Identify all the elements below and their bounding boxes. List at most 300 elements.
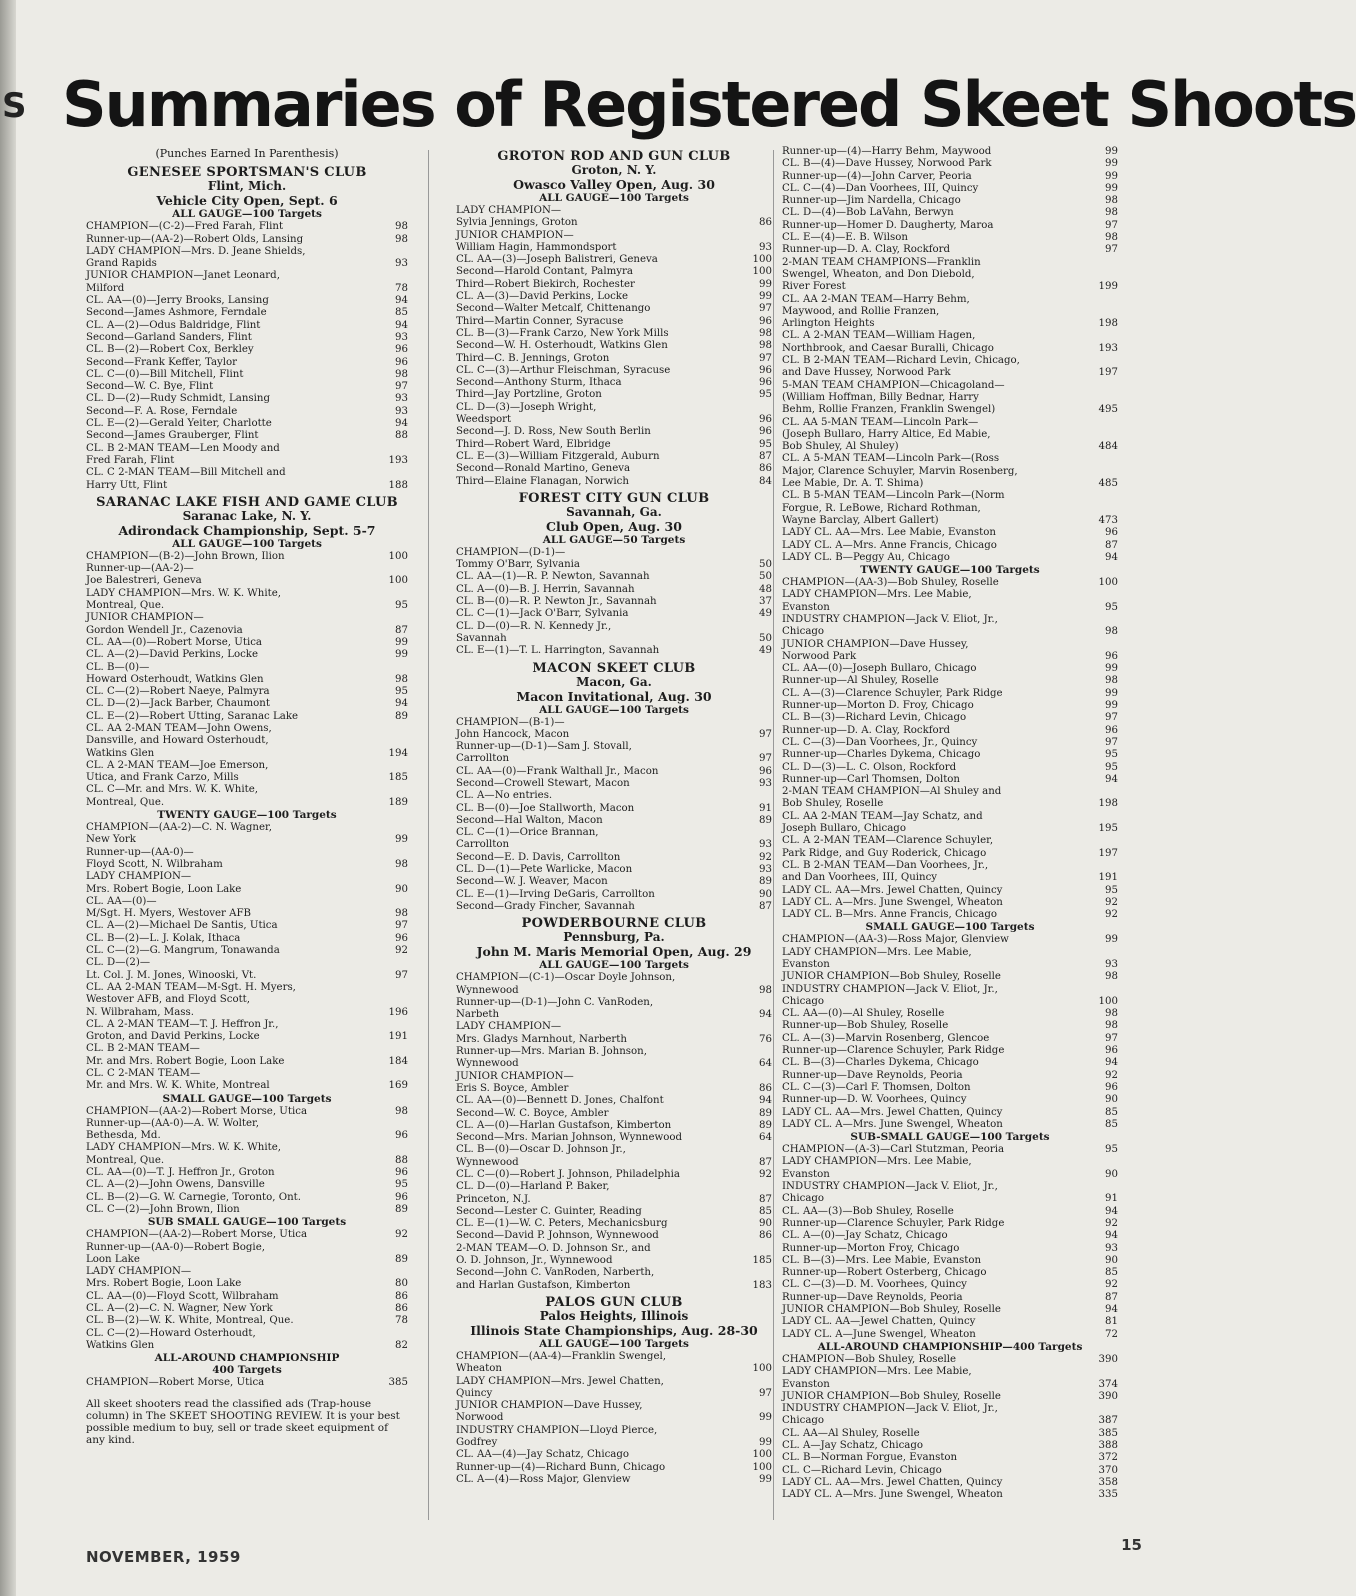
result-entry: Second—John C. VanRoden, Narberth, and Harlan Gustafson, Kimberton <box>456 1267 655 1291</box>
result-entry: LADY CHAMPION—Mrs. Lee Mabie, Evanston <box>782 1366 972 1390</box>
result-row <box>456 439 772 451</box>
result-score: 99 <box>759 1437 772 1449</box>
result-score: 89 <box>395 710 408 722</box>
result-score: 97 <box>759 352 772 364</box>
result-score: 99 <box>1105 158 1118 170</box>
result-row <box>456 303 772 315</box>
result-entry: LADY CHAMPION—Mrs. D. Jeane Shields, Grand Rapids <box>86 245 306 270</box>
result-score: 99 <box>759 1473 772 1485</box>
result-entry: CHAMPION—(C-2)—Fred Farah, Flint <box>86 221 284 233</box>
result-row <box>456 997 772 1022</box>
result-entry: Runner-up—Charles Dykema, Chicago <box>782 749 981 761</box>
gauge-class-heading: ALL GAUGE—100 Targets <box>539 192 689 204</box>
result-entry: Second—Mrs. Marian Johnson, Wynnewood <box>456 1132 683 1144</box>
result-entry: CL. E—(1)—Irving DeGaris, Carrollton <box>456 888 655 900</box>
result-score: 198 <box>1098 798 1118 810</box>
result-row <box>86 369 408 381</box>
column-3 <box>782 146 1118 1524</box>
result-entry: Runner-up—Dave Reynolds, Peoria <box>782 1291 963 1303</box>
result-row <box>782 737 1118 749</box>
result-entry: CL. B—(3)—Charles Dykema, Chicago <box>782 1057 979 1069</box>
result-row <box>456 1169 772 1181</box>
result-entry: CL. A—(3)—David Perkins, Locke <box>456 291 629 303</box>
result-entry: CL. A—(2)—Michael De Santis, Utica <box>86 920 278 932</box>
result-entry: Second—James Ashmore, Ferndale <box>86 307 267 319</box>
result-score: 100 <box>1098 995 1118 1007</box>
result-row <box>782 1391 1118 1403</box>
result-row <box>86 295 408 307</box>
result-row <box>782 1094 1118 1106</box>
result-score: 98 <box>1105 626 1118 638</box>
result-row <box>782 1218 1118 1230</box>
result-row <box>782 1230 1118 1242</box>
result-score: 93 <box>759 864 772 876</box>
result-score: 89 <box>759 876 772 888</box>
result-entry: CHAMPION—(AA-3)—Bob Shuley, Roselle <box>782 577 999 589</box>
result-row <box>86 588 408 613</box>
result-entry: CL. B 2-MAN TEAM—Dan Voorhees, Jr., and Dan Voorhees, III, Quincy <box>782 859 989 884</box>
result-row <box>782 688 1118 700</box>
result-entry: 2-MAN TEAM CHAMPION—Al Shuley and Bob Shuley, Roselle <box>782 786 1002 810</box>
result-entry: CL. B—(2)—W. K. White, Montreal, Que. <box>86 1315 294 1327</box>
result-entry: LADY CHAMPION—Mrs. W. K. White, Montreal, Que. <box>86 587 281 612</box>
result-row <box>782 1008 1118 1020</box>
result-entry: Runner-up—(4)—John Carver, Peoria <box>782 170 972 182</box>
result-row <box>782 380 1118 417</box>
result-entry: CL. B—(0)—R. P. Newton Jr., Savannah <box>456 596 657 608</box>
result-score: 97 <box>1105 736 1118 748</box>
result-score: 183 <box>752 1279 772 1291</box>
result-row <box>86 784 408 809</box>
result-score: 92 <box>759 1169 772 1180</box>
result-row <box>782 1107 1118 1119</box>
result-entry: INDUSTRY CHAMPION—Jack V. Eliot, Jr., Chicago <box>782 1181 998 1205</box>
result-entry: CL. B—(2)—L. J. Kolak, Ithaca <box>86 932 241 944</box>
result-entry: CL. AA—(0)—Joseph Bullaro, Chicago <box>782 663 977 675</box>
result-entry: Third—Elaine Flanagan, Norwich <box>456 475 629 487</box>
result-entry: CL. B—(4)—Dave Hussey, Norwood Park <box>782 158 992 170</box>
result-entry: LADY CHAMPION— Mrs. Robert Bogie, Loon Lake <box>86 1266 242 1290</box>
result-entry: CL. B—(3)—Richard Levin, Chicago <box>782 712 967 724</box>
result-score: 88 <box>395 430 408 442</box>
event-title: Adirondack Championship, Sept. 5-7 <box>118 522 376 538</box>
result-row <box>456 1108 772 1120</box>
result-entry: CL. C—(3)—Dan Voorhees, Jr., Quincy <box>782 736 978 748</box>
result-row <box>456 1474 772 1486</box>
club-heading: PALOS GUN CLUB <box>545 1294 683 1310</box>
result-score: 485 <box>1098 478 1118 490</box>
result-row <box>782 1119 1118 1131</box>
result-score: 90 <box>1105 1254 1118 1266</box>
result-entry: Second—W. C. Boyce, Ambler <box>456 1107 609 1119</box>
result-score: 93 <box>395 393 408 405</box>
result-score: 372 <box>1098 1452 1118 1464</box>
result-score: 495 <box>1098 404 1118 416</box>
result-entry: CL. C 2-MAN TEAM—Bill Mitchell and Harry Utt, Flint <box>86 467 286 491</box>
result-entry: CHAMPION—(AA-2)—C. N. Wagner, New York <box>86 822 272 846</box>
result-score: 87 <box>1105 539 1118 551</box>
result-row <box>782 577 1118 589</box>
result-score: 98 <box>1105 1020 1118 1032</box>
result-row <box>456 645 772 657</box>
result-row <box>782 774 1118 786</box>
result-score: 100 <box>388 550 408 562</box>
result-score: 99 <box>1105 934 1118 946</box>
result-score: 90 <box>759 1218 772 1230</box>
result-score: 191 <box>388 1031 408 1043</box>
result-score: 50 <box>759 632 772 644</box>
result-entry: CL. A—(2)—David Perkins, Locke <box>86 649 259 661</box>
result-score: 98 <box>395 233 408 245</box>
result-entry: CL. B—(0)—Oscar D. Johnson Jr., Wynnewood <box>456 1144 626 1168</box>
result-score: 94 <box>1105 1057 1118 1069</box>
result-entry: CL. AA—(0)—Bennett D. Jones, Chalfont <box>456 1095 664 1107</box>
result-entry: CL. C—(3)—D. M. Voorhees, Quincy <box>782 1279 967 1291</box>
result-entry: CL. C—Mr. and Mrs. W. K. White, Montreal, Que. <box>86 784 258 808</box>
result-entry: Second—Harold Contant, Palmyra <box>456 266 633 278</box>
result-score: 93 <box>1105 959 1118 970</box>
result-row <box>456 291 772 303</box>
result-score: 95 <box>759 389 772 401</box>
result-row <box>782 934 1118 946</box>
result-entry: CL. C—(3)—Arthur Fleischman, Syracuse <box>456 364 671 376</box>
result-entry: LADY CHAMPION—Mrs. W. K. White, Montreal, Que. <box>86 1142 281 1166</box>
result-score: 93 <box>395 258 408 270</box>
result-row <box>86 698 408 710</box>
result-entry: CL. E—(1)—T. L. Harrington, Savannah <box>456 645 660 657</box>
result-entry: CL. AA 2-MAN TEAM—Jay Schatz, and Joseph Bullaro, Chicago <box>782 810 983 835</box>
result-entry: CL. C—(2)—Howard Osterhoudt, Watkins Glen <box>86 1327 256 1351</box>
column-1 <box>86 146 408 1524</box>
result-entry: Second—Grady Fincher, Savannah <box>456 900 635 912</box>
result-score: 388 <box>1098 1439 1118 1451</box>
result-entry: CL. D—(2)—Rudy Schmidt, Lansing <box>86 393 270 405</box>
result-entry: Second—Hal Walton, Macon <box>456 814 603 826</box>
result-row <box>456 1462 772 1474</box>
club-heading: GENESEE SPORTSMAN'S CLUB <box>127 165 367 181</box>
result-score: 89 <box>395 1253 408 1265</box>
result-entry: CL. C—(2)—John Brown, Ilion <box>86 1203 240 1215</box>
result-row <box>456 365 772 377</box>
result-score: 195 <box>1098 823 1118 835</box>
classified-ads-note: All skeet shooters read the classified ads (Trap-house column) in The SKEET SHOOTING REVIEW. It is your best possible medium to buy, sell or trade skeet equipment of any kind. <box>86 1397 400 1446</box>
result-row <box>86 1192 408 1204</box>
result-score: 390 <box>1098 1390 1118 1402</box>
result-entry: Third—Jay Portzline, Groton <box>456 389 602 401</box>
result-score: 390 <box>1098 1353 1118 1365</box>
result-entry: Second—Ronald Martino, Geneva <box>456 463 631 475</box>
result-entry: Second—J. D. Ross, New South Berlin <box>456 426 651 438</box>
result-score: 97 <box>1105 712 1118 724</box>
result-score: 87 <box>759 1156 772 1168</box>
result-entry: Runner-up—(4)—Richard Bunn, Chicago <box>456 1461 666 1473</box>
result-entry: CL. A 2-MAN TEAM—Clarence Schuyler, Park Ridge, and Guy Roderick, Chicago <box>782 835 994 859</box>
result-entry: Runner-up—(D-1)—John C. VanRoden, Narbeth <box>456 996 654 1021</box>
result-row <box>782 1428 1118 1440</box>
result-score: 94 <box>395 319 408 331</box>
result-row <box>782 835 1118 860</box>
result-score: 96 <box>1105 650 1118 662</box>
result-score: 193 <box>1098 342 1118 354</box>
result-row <box>86 551 408 563</box>
result-row <box>456 402 772 427</box>
result-row <box>86 612 408 637</box>
result-entry: LADY CL. A—June Swengel, Wheaton <box>782 1328 976 1340</box>
club-location: Flint, Mich. <box>207 179 287 194</box>
result-entry: Runner-up—Mrs. Marian B. Johnson, Wynnewood <box>456 1046 647 1070</box>
result-score: 85 <box>759 1205 772 1217</box>
result-score: 82 <box>395 1339 408 1351</box>
result-entry: CHAMPION—(AA-2)—Robert Morse, Utica <box>86 1105 308 1117</box>
result-row <box>782 355 1118 380</box>
result-row <box>782 1279 1118 1291</box>
result-row <box>86 1106 408 1118</box>
result-row <box>782 220 1118 232</box>
result-entry: JUNIOR CHAMPION—Bob Shuley, Roselle <box>782 1304 1001 1316</box>
result-row <box>782 971 1118 983</box>
gauge-class-heading: SUB SMALL GAUGE—100 Targets <box>147 1216 347 1229</box>
result-row <box>456 1376 772 1401</box>
result-row <box>456 1132 772 1144</box>
result-score: 90 <box>1105 1168 1118 1180</box>
result-row <box>782 1020 1118 1032</box>
result-row <box>782 762 1118 774</box>
result-entry: CL. AA—(0)—Floyd Scott, Wilbraham <box>86 1290 279 1302</box>
result-score: 99 <box>759 278 772 290</box>
result-entry: CL. D—(0)—Harland P. Baker, Princeton, N.J. <box>456 1181 610 1205</box>
result-row <box>86 871 408 896</box>
result-row <box>86 1315 408 1327</box>
result-score: 96 <box>395 356 408 368</box>
result-row <box>782 195 1118 207</box>
result-entry: CL. AA 5-MAN TEAM—Lincoln Park— (Joseph Bullaro, Harry Altice, Ed Mabie, Bob Shuley, Al Shuley) <box>782 416 991 453</box>
result-entry: CL. E—(3)—William Fitzgerald, Auburn <box>456 450 660 462</box>
result-score: 50 <box>759 571 772 583</box>
result-score: 96 <box>395 1167 408 1179</box>
result-entry: LADY CL. AA—Mrs. Jewel Chatten, Quincy <box>782 884 1003 896</box>
result-score: 96 <box>395 1130 408 1142</box>
result-row <box>86 1328 408 1353</box>
result-entry: Third—Robert Biekirch, Rochester <box>456 278 635 290</box>
result-score: 97 <box>759 303 772 315</box>
result-entry: 2-MAN TEAM—O. D. Johnson Sr., and O. D. Johnson, Jr., Wynnewood <box>456 1242 651 1267</box>
result-score: 99 <box>759 291 772 303</box>
result-row <box>86 467 408 492</box>
result-row <box>456 608 772 620</box>
result-score: 169 <box>388 1080 408 1092</box>
result-row <box>456 803 772 815</box>
result-row <box>456 426 772 438</box>
result-score: 92 <box>1105 896 1118 908</box>
result-row <box>86 406 408 418</box>
result-score: 93 <box>395 331 408 343</box>
result-row <box>782 1452 1118 1464</box>
result-entry: 2-MAN TEAM CHAMPIONS—Franklin Swengel, Wheaton, and Don Diebold, River Forest <box>782 256 981 293</box>
result-score: 50 <box>759 559 772 571</box>
result-entry: CL. C—(0)—Bill Mitchell, Flint <box>86 368 244 380</box>
result-row <box>782 663 1118 675</box>
result-entry: Runner-up—D. A. Clay, Rockford <box>782 724 951 736</box>
result-score: 49 <box>759 645 772 657</box>
result-row <box>782 712 1118 724</box>
result-row <box>782 417 1118 454</box>
result-row <box>782 1082 1118 1094</box>
result-score: 95 <box>1105 761 1118 773</box>
result-entry: Runner-up—D. W. Voorhees, Quincy <box>782 1094 967 1106</box>
result-score: 98 <box>395 673 408 685</box>
result-score: 86 <box>759 217 772 229</box>
result-entry: Runner-up—Jim Nardella, Chicago <box>782 195 961 207</box>
result-row <box>782 527 1118 539</box>
result-entry: CL. A 2-MAN TEAM—Joe Emerson, Utica, and Frank Carzo, Mills <box>86 759 269 784</box>
result-score: 99 <box>1105 663 1118 675</box>
result-entry: CL. A—(3)—Marvin Rosenberg, Glencoe <box>782 1032 990 1044</box>
result-entry: CL. B—(0)— Howard Osterhoudt, Watkins Glen <box>86 661 264 685</box>
result-entry: CL. B 2-MAN TEAM— Mr. and Mrs. Robert Bogie, Loon Lake <box>86 1043 285 1067</box>
result-score: 92 <box>1105 1217 1118 1229</box>
result-entry: Runner-up—D. A. Clay, Rockford <box>782 244 951 256</box>
result-row <box>782 786 1118 811</box>
result-score: 96 <box>759 765 772 777</box>
result-score: 94 <box>759 1009 772 1021</box>
result-row <box>86 1377 408 1389</box>
result-score: 78 <box>395 282 408 294</box>
result-row <box>782 1045 1118 1057</box>
result-row <box>456 571 772 583</box>
result-score: 370 <box>1098 1464 1118 1476</box>
result-score: 197 <box>1098 367 1118 379</box>
gauge-class-heading: ALL GAUGE—100 Targets <box>539 703 689 716</box>
result-row <box>782 1243 1118 1255</box>
result-row <box>86 430 408 442</box>
result-row <box>456 451 772 463</box>
result-score: 76 <box>759 1033 772 1045</box>
result-score: 72 <box>1105 1328 1118 1340</box>
result-row <box>456 1181 772 1206</box>
result-row <box>86 637 408 649</box>
result-score: 81 <box>1105 1316 1118 1328</box>
result-entry: Runner-up—Clarence Schuyler, Park Ridge <box>782 1045 1005 1057</box>
event-title: Owasco Valley Open, Aug. 30 <box>513 177 715 192</box>
result-entry: LADY CL. AA—Mrs. Lee Mabie, Evanston <box>782 527 996 539</box>
result-row <box>782 1354 1118 1366</box>
result-row <box>456 353 772 365</box>
result-row <box>86 957 408 982</box>
result-entry: Second—Anthony Sturm, Ithaca <box>456 377 622 389</box>
gauge-class-heading: ALL GAUGE—100 Targets <box>539 1337 689 1350</box>
result-row <box>782 1267 1118 1279</box>
result-score: 99 <box>1105 700 1118 712</box>
result-row <box>86 920 408 932</box>
result-score: 93 <box>759 241 772 253</box>
club-location: Savannah, Ga. <box>566 504 662 519</box>
result-entry: CL. AA—(3)—Joseph Balistreri, Geneva <box>456 254 658 266</box>
result-row <box>456 827 772 852</box>
result-score: 99 <box>395 649 408 661</box>
result-entry: JUNIOR CHAMPION— William Hagin, Hammondsport <box>456 229 617 253</box>
result-entry: LADY CHAMPION—Mrs. Lee Mabie, Evanston <box>782 589 972 613</box>
result-entry: CHAMPION—(B-1)— John Hancock, Macon <box>456 716 570 740</box>
result-row <box>86 1266 408 1291</box>
result-score: 97 <box>759 753 772 765</box>
page-spine <box>0 0 27 1596</box>
result-score: 94 <box>759 1095 772 1107</box>
result-score: 94 <box>1105 1304 1118 1316</box>
result-entry: CL. B—(3)—Frank Carzo, New York Mills <box>456 327 669 339</box>
result-entry: JUNIOR CHAMPION— Eris S. Boyce, Ambler <box>456 1070 574 1094</box>
result-row <box>456 1243 772 1268</box>
result-row <box>456 1425 772 1450</box>
result-score: 84 <box>759 475 772 487</box>
result-score: 94 <box>395 295 408 307</box>
result-score: 97 <box>1105 244 1118 256</box>
result-row <box>456 1230 772 1242</box>
club-location: Groton, N. Y. <box>571 163 657 177</box>
result-row <box>456 1400 772 1425</box>
result-entry: Third—C. B. Jennings, Groton <box>456 352 610 364</box>
result-row <box>86 723 408 760</box>
result-score: 193 <box>388 454 408 466</box>
gauge-class-heading: SMALL GAUGE—100 Targets <box>865 921 1035 934</box>
result-score: 89 <box>759 1119 772 1131</box>
result-score: 484 <box>1098 441 1118 453</box>
result-row <box>86 1291 408 1303</box>
result-entry: Runner-up—(AA-0)—A. W. Wolter, Bethesda, Md. <box>86 1117 260 1142</box>
result-entry: CL. E—(4)—E. B. Wilson <box>782 232 908 244</box>
result-row <box>86 234 408 246</box>
result-score: 87 <box>759 900 772 912</box>
result-row <box>456 316 772 328</box>
result-row <box>86 1204 408 1216</box>
result-score: 89 <box>759 814 772 826</box>
result-score: 96 <box>395 1191 408 1203</box>
result-score: 185 <box>752 1255 772 1267</box>
result-score: 96 <box>759 414 772 426</box>
result-entry: Runner-up—(AA-0)— Floyd Scott, N. Wilbraham <box>86 846 223 870</box>
result-score: 96 <box>395 932 408 944</box>
result-row <box>782 1292 1118 1304</box>
result-entry: JUNIOR CHAMPION—Dave Hussey, Norwood Park <box>782 638 969 662</box>
result-score: 97 <box>1105 219 1118 231</box>
result-row <box>86 443 408 468</box>
result-entry: CL. B—(2)—Robert Cox, Berkley <box>86 344 254 356</box>
result-entry: CL. B—(2)—G. W. Carnegie, Toronto, Ont. <box>86 1191 302 1203</box>
issue-date: NOVEMBER, 1959 <box>86 1548 241 1566</box>
result-row <box>782 1206 1118 1218</box>
result-entry: INDUSTRY CHAMPION—Jack V. Eliot, Jr., Chicago <box>782 613 998 638</box>
result-entry: Runner-up—Al Shuley, Roselle <box>782 675 939 687</box>
result-entry: LADY CL. AA—Jewel Chatten, Quincy <box>782 1316 976 1328</box>
result-entry: INDUSTRY CHAMPION—Lloyd Pierce, Godfrey <box>456 1424 658 1449</box>
result-entry: Runner-up—Homer D. Daugherty, Maroa <box>782 219 994 231</box>
result-score: 99 <box>1105 170 1118 182</box>
result-entry: CL. C 2-MAN TEAM— Mr. and Mrs. W. K. White, Montreal <box>86 1068 270 1092</box>
result-entry: Runner-up—(AA-2)—Robert Olds, Lansing <box>86 233 304 245</box>
result-score: 90 <box>1105 1094 1118 1106</box>
result-entry: CL. D—(0)—R. N. Kennedy Jr., Savannah <box>456 620 612 644</box>
result-row <box>782 1366 1118 1391</box>
result-score: 97 <box>759 1387 772 1399</box>
result-score: 90 <box>759 888 772 900</box>
result-row <box>782 700 1118 712</box>
result-score: 96 <box>759 426 772 438</box>
result-row <box>86 270 408 295</box>
result-row <box>782 552 1118 564</box>
result-entry: Second—W. H. Osterhoudt, Watkins Glen <box>456 340 668 352</box>
result-score: 85 <box>1105 1118 1118 1130</box>
gauge-class-heading: ALL-AROUND CHAMPIONSHIP—400 Targets <box>817 1340 1083 1353</box>
result-row <box>456 815 772 827</box>
